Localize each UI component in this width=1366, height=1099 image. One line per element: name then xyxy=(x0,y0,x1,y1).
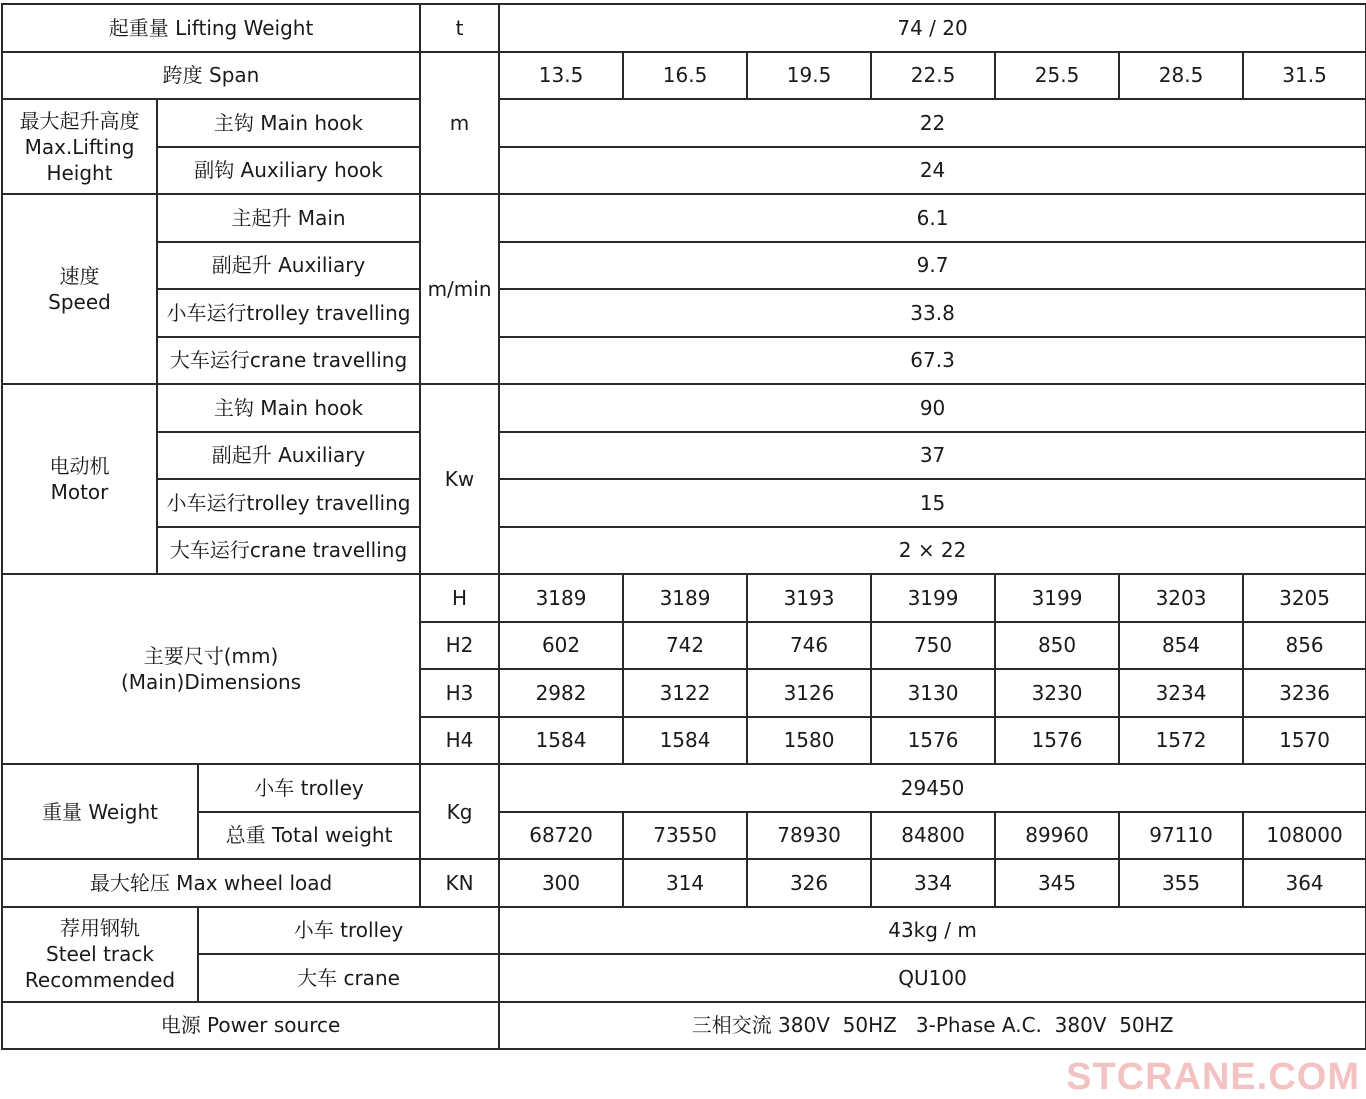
aux-hook-height-value: 24 xyxy=(499,147,1366,195)
dimension-value: 3189 xyxy=(499,574,623,622)
dimension-value: 1584 xyxy=(623,717,747,765)
wheel-load-value: 326 xyxy=(747,859,871,907)
row-motor-aux xyxy=(2,432,1366,480)
span-value: 19.5 xyxy=(747,52,871,100)
watermark-logo: STCRANE.COM xyxy=(1066,1056,1360,1098)
wheel-load-value: 314 xyxy=(623,859,747,907)
row-speed-crane xyxy=(2,337,1366,385)
row-wheel-load xyxy=(2,859,1366,907)
wheel-load-value: 355 xyxy=(1119,859,1243,907)
weight-unit: Kg xyxy=(420,764,499,859)
dimension-code: H4 xyxy=(420,717,499,765)
span-value: 13.5 xyxy=(499,52,623,100)
span-value: 25.5 xyxy=(995,52,1119,100)
dimension-value: 3189 xyxy=(623,574,747,622)
trolley-weight-value: 29450 xyxy=(499,764,1366,812)
dimension-value: 746 xyxy=(747,622,871,670)
dimension-code: H3 xyxy=(420,669,499,717)
dimension-value: 602 xyxy=(499,622,623,670)
dimension-value: 3130 xyxy=(871,669,995,717)
speed-item-value: 6.1 xyxy=(499,194,1366,242)
span-label: 跨度 Span xyxy=(2,52,420,100)
lifting-weight-unit: t xyxy=(420,4,499,52)
motor-item-value: 2 × 22 xyxy=(499,527,1366,575)
speed-unit: m/min xyxy=(420,194,499,384)
dimension-code: H2 xyxy=(420,622,499,670)
row-dim-h xyxy=(2,574,1366,622)
weight-label: 重量 Weight xyxy=(2,764,198,859)
speed-item-value: 9.7 xyxy=(499,242,1366,290)
motor-label: 电动机 Motor xyxy=(2,384,157,574)
total-weight-value: 73550 xyxy=(623,812,747,860)
row-power-source xyxy=(2,1002,1366,1050)
dimension-value: 1580 xyxy=(747,717,871,765)
speed-item-label: 主起升 Main xyxy=(157,194,420,242)
track-crane-value: QU100 xyxy=(499,954,1366,1002)
total-weight-value: 78930 xyxy=(747,812,871,860)
dimension-value: 3193 xyxy=(747,574,871,622)
total-weight-label: 总重 Total weight xyxy=(198,812,420,860)
row-speed-trolley xyxy=(2,289,1366,337)
dimension-code: H xyxy=(420,574,499,622)
dimension-value: 3203 xyxy=(1119,574,1243,622)
row-weight-trolley xyxy=(2,764,1366,812)
span-value: 28.5 xyxy=(1119,52,1243,100)
row-speed-aux xyxy=(2,242,1366,290)
dimension-value: 3205 xyxy=(1243,574,1366,622)
motor-item-label: 副起升 Auxiliary xyxy=(157,432,420,480)
row-track-crane xyxy=(2,954,1366,1002)
speed-item-label: 大车运行crane travelling xyxy=(157,337,420,385)
speed-item-value: 33.8 xyxy=(499,289,1366,337)
wheel-load-value: 300 xyxy=(499,859,623,907)
crane-spec-table xyxy=(1,3,1366,1050)
lifting-weight-label: 起重量 Lifting Weight xyxy=(2,4,420,52)
motor-item-value: 15 xyxy=(499,479,1366,527)
speed-item-label: 副起升 Auxiliary xyxy=(157,242,420,290)
track-trolley-label: 小车 trolley xyxy=(198,907,499,955)
dimension-value: 854 xyxy=(1119,622,1243,670)
total-weight-value: 97110 xyxy=(1119,812,1243,860)
row-height-aux xyxy=(2,147,1366,195)
dimension-value: 1570 xyxy=(1243,717,1366,765)
dimension-value: 1576 xyxy=(871,717,995,765)
power-source-value: 三相交流 380V 50HZ 3-Phase A.C. 380V 50HZ xyxy=(499,1002,1366,1050)
dimension-value: 1584 xyxy=(499,717,623,765)
motor-item-label: 大车运行crane travelling xyxy=(157,527,420,575)
total-weight-value: 89960 xyxy=(995,812,1119,860)
span-value: 31.5 xyxy=(1243,52,1366,100)
row-height-main xyxy=(2,99,1366,147)
power-source-label: 电源 Power source xyxy=(2,1002,499,1050)
aux-hook-label: 副钩 Auxiliary hook xyxy=(157,147,420,195)
dimension-value: 856 xyxy=(1243,622,1366,670)
dimension-value: 3199 xyxy=(995,574,1119,622)
dimension-value: 3122 xyxy=(623,669,747,717)
wheel-load-value: 364 xyxy=(1243,859,1366,907)
steel-track-label: 荐用钢轨 Steel track Recommended xyxy=(2,907,198,1002)
max-lifting-height-label: 最大起升高度 Max.Lifting Height xyxy=(2,99,157,194)
track-trolley-value: 43kg / m xyxy=(499,907,1366,955)
row-motor-crane xyxy=(2,527,1366,575)
dimension-value: 3234 xyxy=(1119,669,1243,717)
main-hook-height-value: 22 xyxy=(499,99,1366,147)
dimension-value: 850 xyxy=(995,622,1119,670)
row-motor-trolley xyxy=(2,479,1366,527)
dimension-value: 742 xyxy=(623,622,747,670)
dimension-value: 1572 xyxy=(1119,717,1243,765)
trolley-weight-label: 小车 trolley xyxy=(198,764,420,812)
dimension-value: 1576 xyxy=(995,717,1119,765)
motor-item-label: 小车运行trolley travelling xyxy=(157,479,420,527)
motor-unit: Kw xyxy=(420,384,499,574)
row-track-trolley xyxy=(2,907,1366,955)
span-value: 22.5 xyxy=(871,52,995,100)
speed-label: 速度 Speed xyxy=(2,194,157,384)
motor-item-label: 主钩 Main hook xyxy=(157,384,420,432)
row-motor-main xyxy=(2,384,1366,432)
total-weight-value: 68720 xyxy=(499,812,623,860)
track-crane-label: 大车 crane xyxy=(198,954,499,1002)
motor-item-value: 37 xyxy=(499,432,1366,480)
row-span xyxy=(2,52,1366,100)
dimension-value: 3126 xyxy=(747,669,871,717)
main-hook-label: 主钩 Main hook xyxy=(157,99,420,147)
lifting-weight-value: 74 / 20 xyxy=(499,4,1366,52)
total-weight-value: 108000 xyxy=(1243,812,1366,860)
motor-item-value: 90 xyxy=(499,384,1366,432)
speed-item-value: 67.3 xyxy=(499,337,1366,385)
row-speed-main xyxy=(2,194,1366,242)
dimensions-label: 主要尺寸(mm) (Main)Dimensions xyxy=(2,574,420,764)
row-weight-total xyxy=(2,812,1366,860)
wheel-load-unit: KN xyxy=(420,859,499,907)
speed-item-label: 小车运行trolley travelling xyxy=(157,289,420,337)
dimension-value: 3236 xyxy=(1243,669,1366,717)
dimension-value: 2982 xyxy=(499,669,623,717)
wheel-load-value: 334 xyxy=(871,859,995,907)
dimension-value: 3199 xyxy=(871,574,995,622)
dimension-value: 750 xyxy=(871,622,995,670)
wheel-load-label: 最大轮压 Max wheel load xyxy=(2,859,420,907)
height-unit: m xyxy=(420,52,499,195)
span-value: 16.5 xyxy=(623,52,747,100)
row-lifting-weight xyxy=(2,4,1366,52)
total-weight-value: 84800 xyxy=(871,812,995,860)
wheel-load-value: 345 xyxy=(995,859,1119,907)
dimension-value: 3230 xyxy=(995,669,1119,717)
